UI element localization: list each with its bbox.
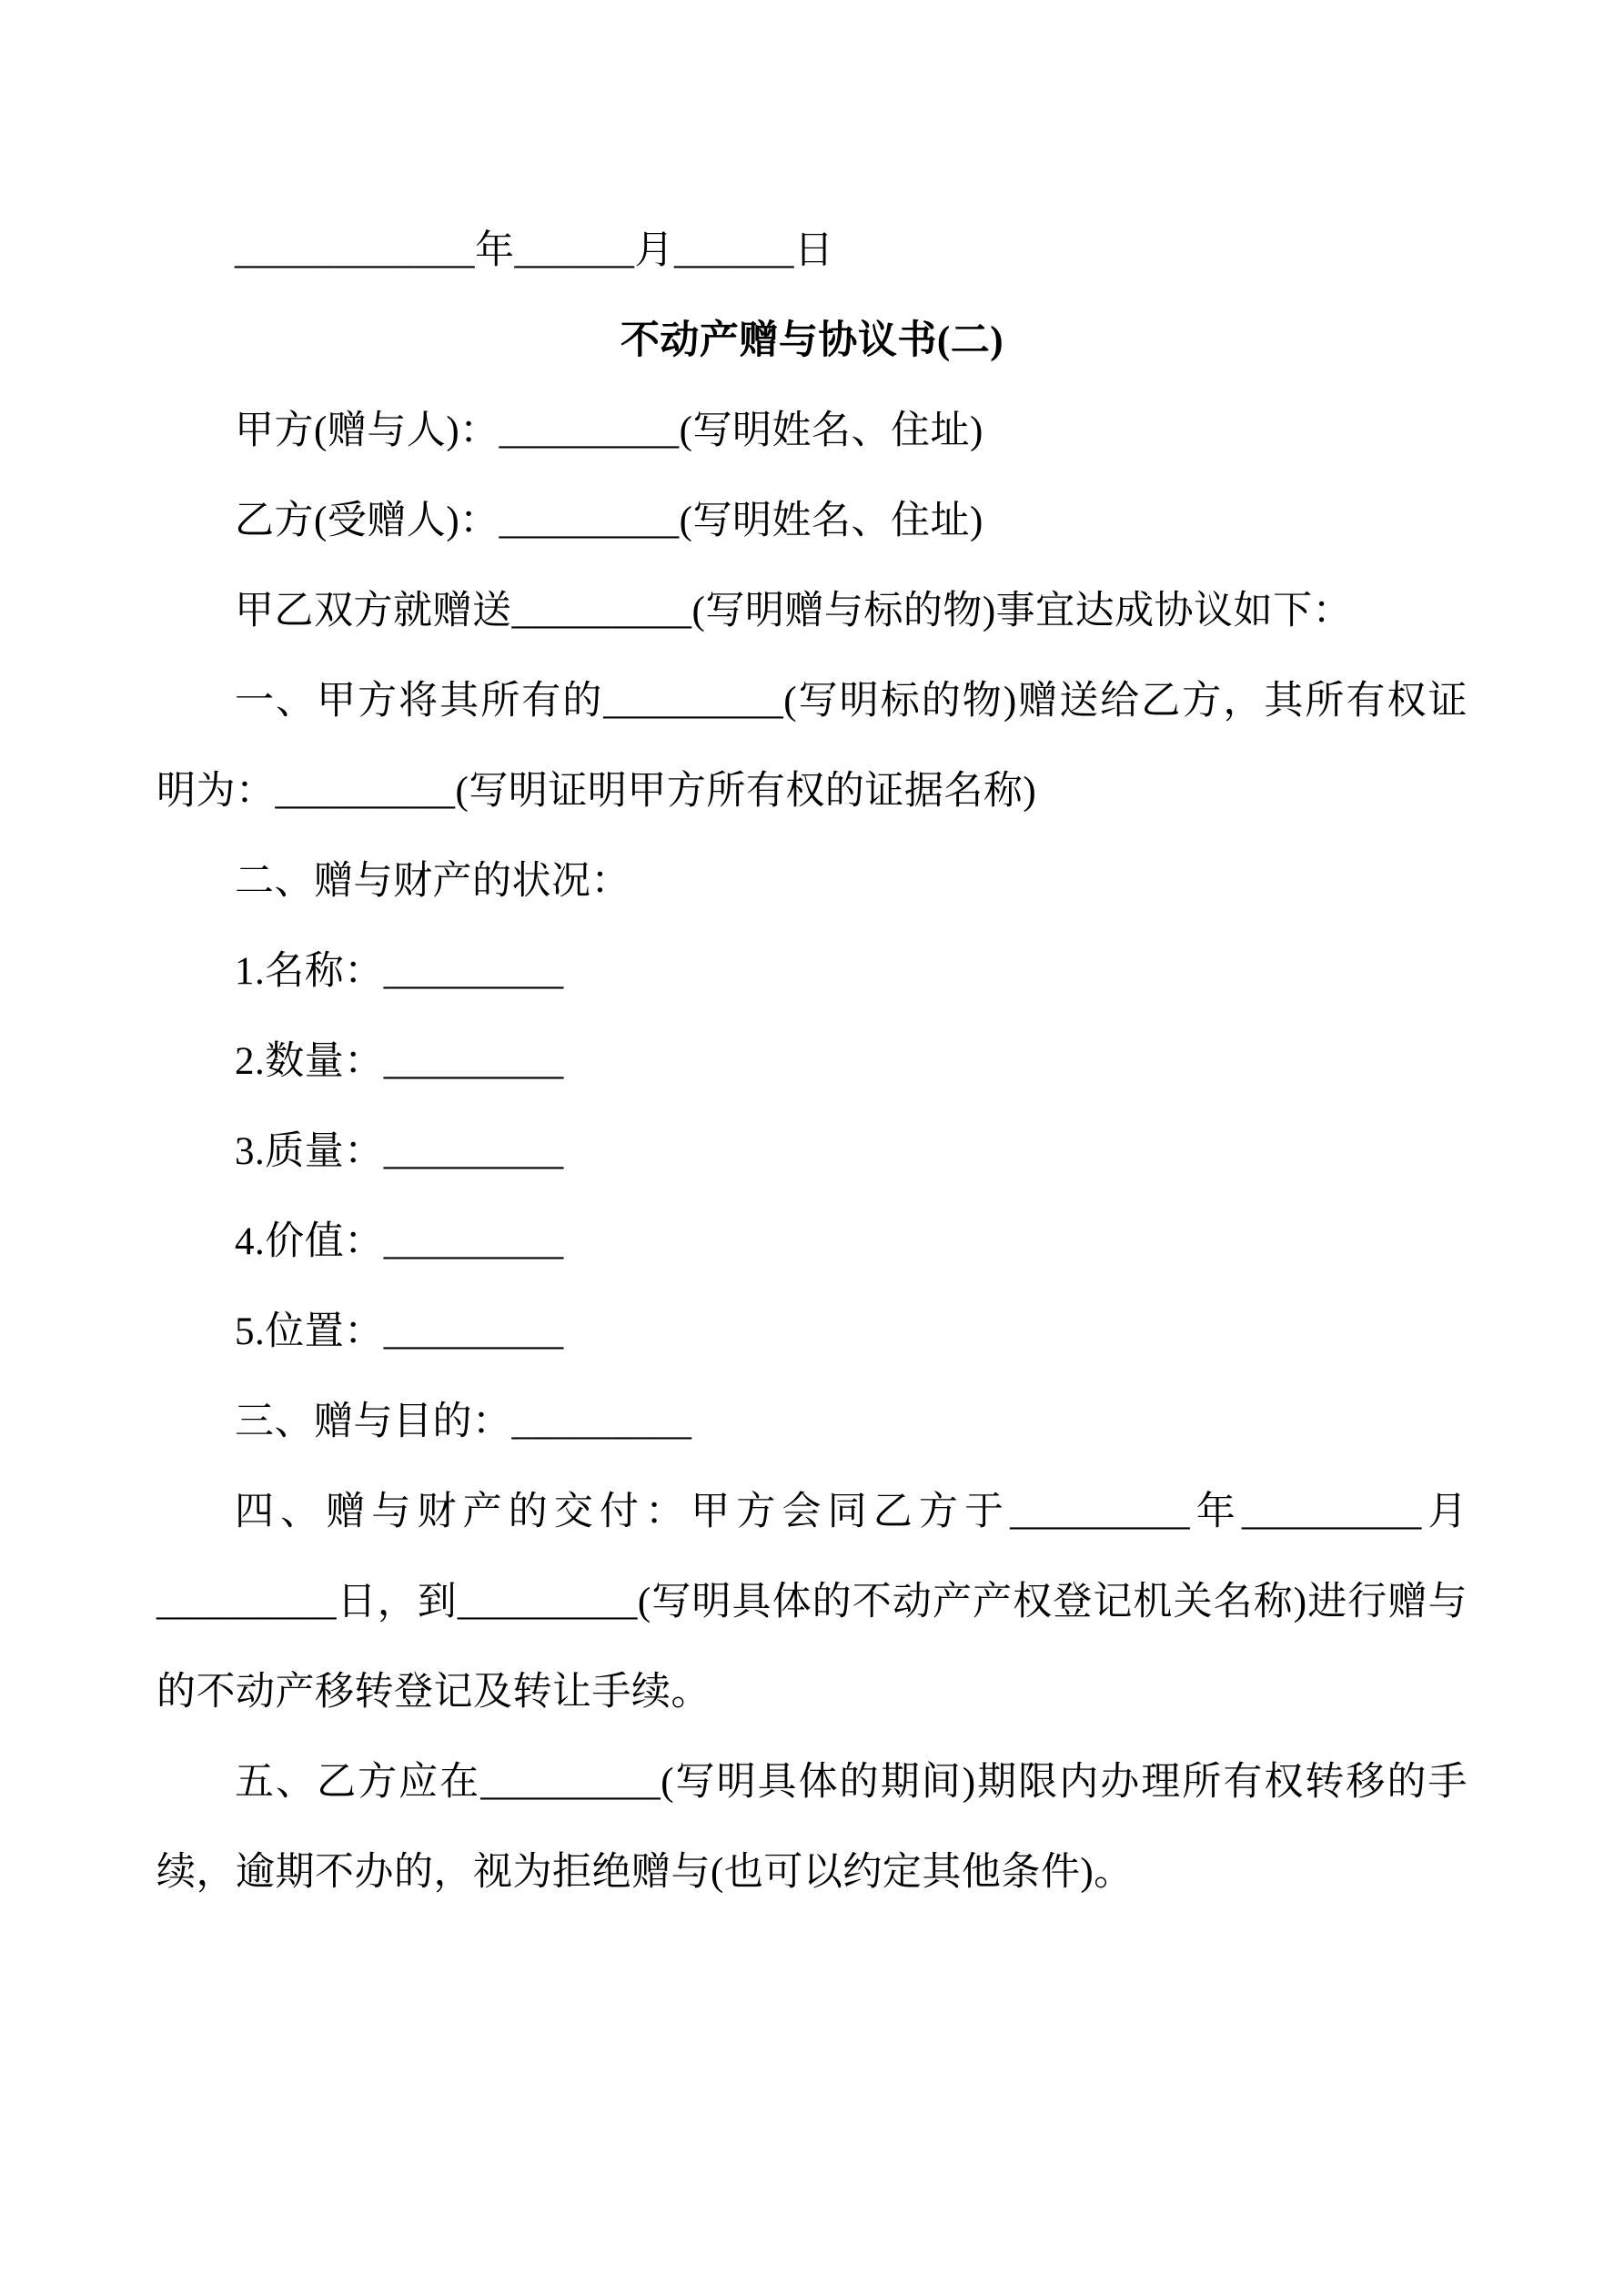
clause-4: 四、赠与财产的交付：甲方会同乙方于_________年_________月_________日，到_________(写明具体的不动产产权登记机关名称)进行赠与的不动产移转登记及转让手续。	[156, 1491, 1468, 1714]
paragraph-party-b: 乙方(受赠人)：_________(写明姓名、住址)	[235, 500, 983, 542]
clause-2-item-4-value: 4.价值：_________	[235, 1220, 564, 1263]
date-blank-line: ____________年______月______日	[235, 229, 834, 272]
clause-1: 一、甲方将其所有的_________(写明标的物)赠送给乙方，其所有权证明为：_________(写明证明甲方所有权的证据名称)	[156, 680, 1468, 813]
clause-2-item-1-name: 1.名称：_________	[235, 950, 564, 993]
clause-2-heading: 二、赠与财产的状况：	[235, 860, 630, 903]
clause-2-item-5-location: 5.位置：_________	[235, 1310, 564, 1353]
clause-3: 三、赠与目的：_________	[235, 1401, 692, 1443]
document-title: 不动产赠与协议书(二)	[620, 319, 1004, 362]
clause-2-item-2-quantity: 2.数量：_________	[235, 1040, 564, 1083]
clause-2-item-3-quality: 3.质量：_________	[235, 1130, 564, 1173]
document-body	[156, 206, 1468, 1917]
paragraph-intro: 甲乙双方就赠送_________(写明赠与标的物)事宜达成协议如下：	[235, 590, 1353, 632]
clause-5: 五、乙方应在_________(写明具体的期间)期限内办理所有权转移的手续，逾期不办的，视为拒绝赠与(也可以约定其他条件)。	[156, 1761, 1468, 1894]
paragraph-party-a: 甲方(赠与人)：_________(写明姓名、住址)	[235, 410, 983, 452]
